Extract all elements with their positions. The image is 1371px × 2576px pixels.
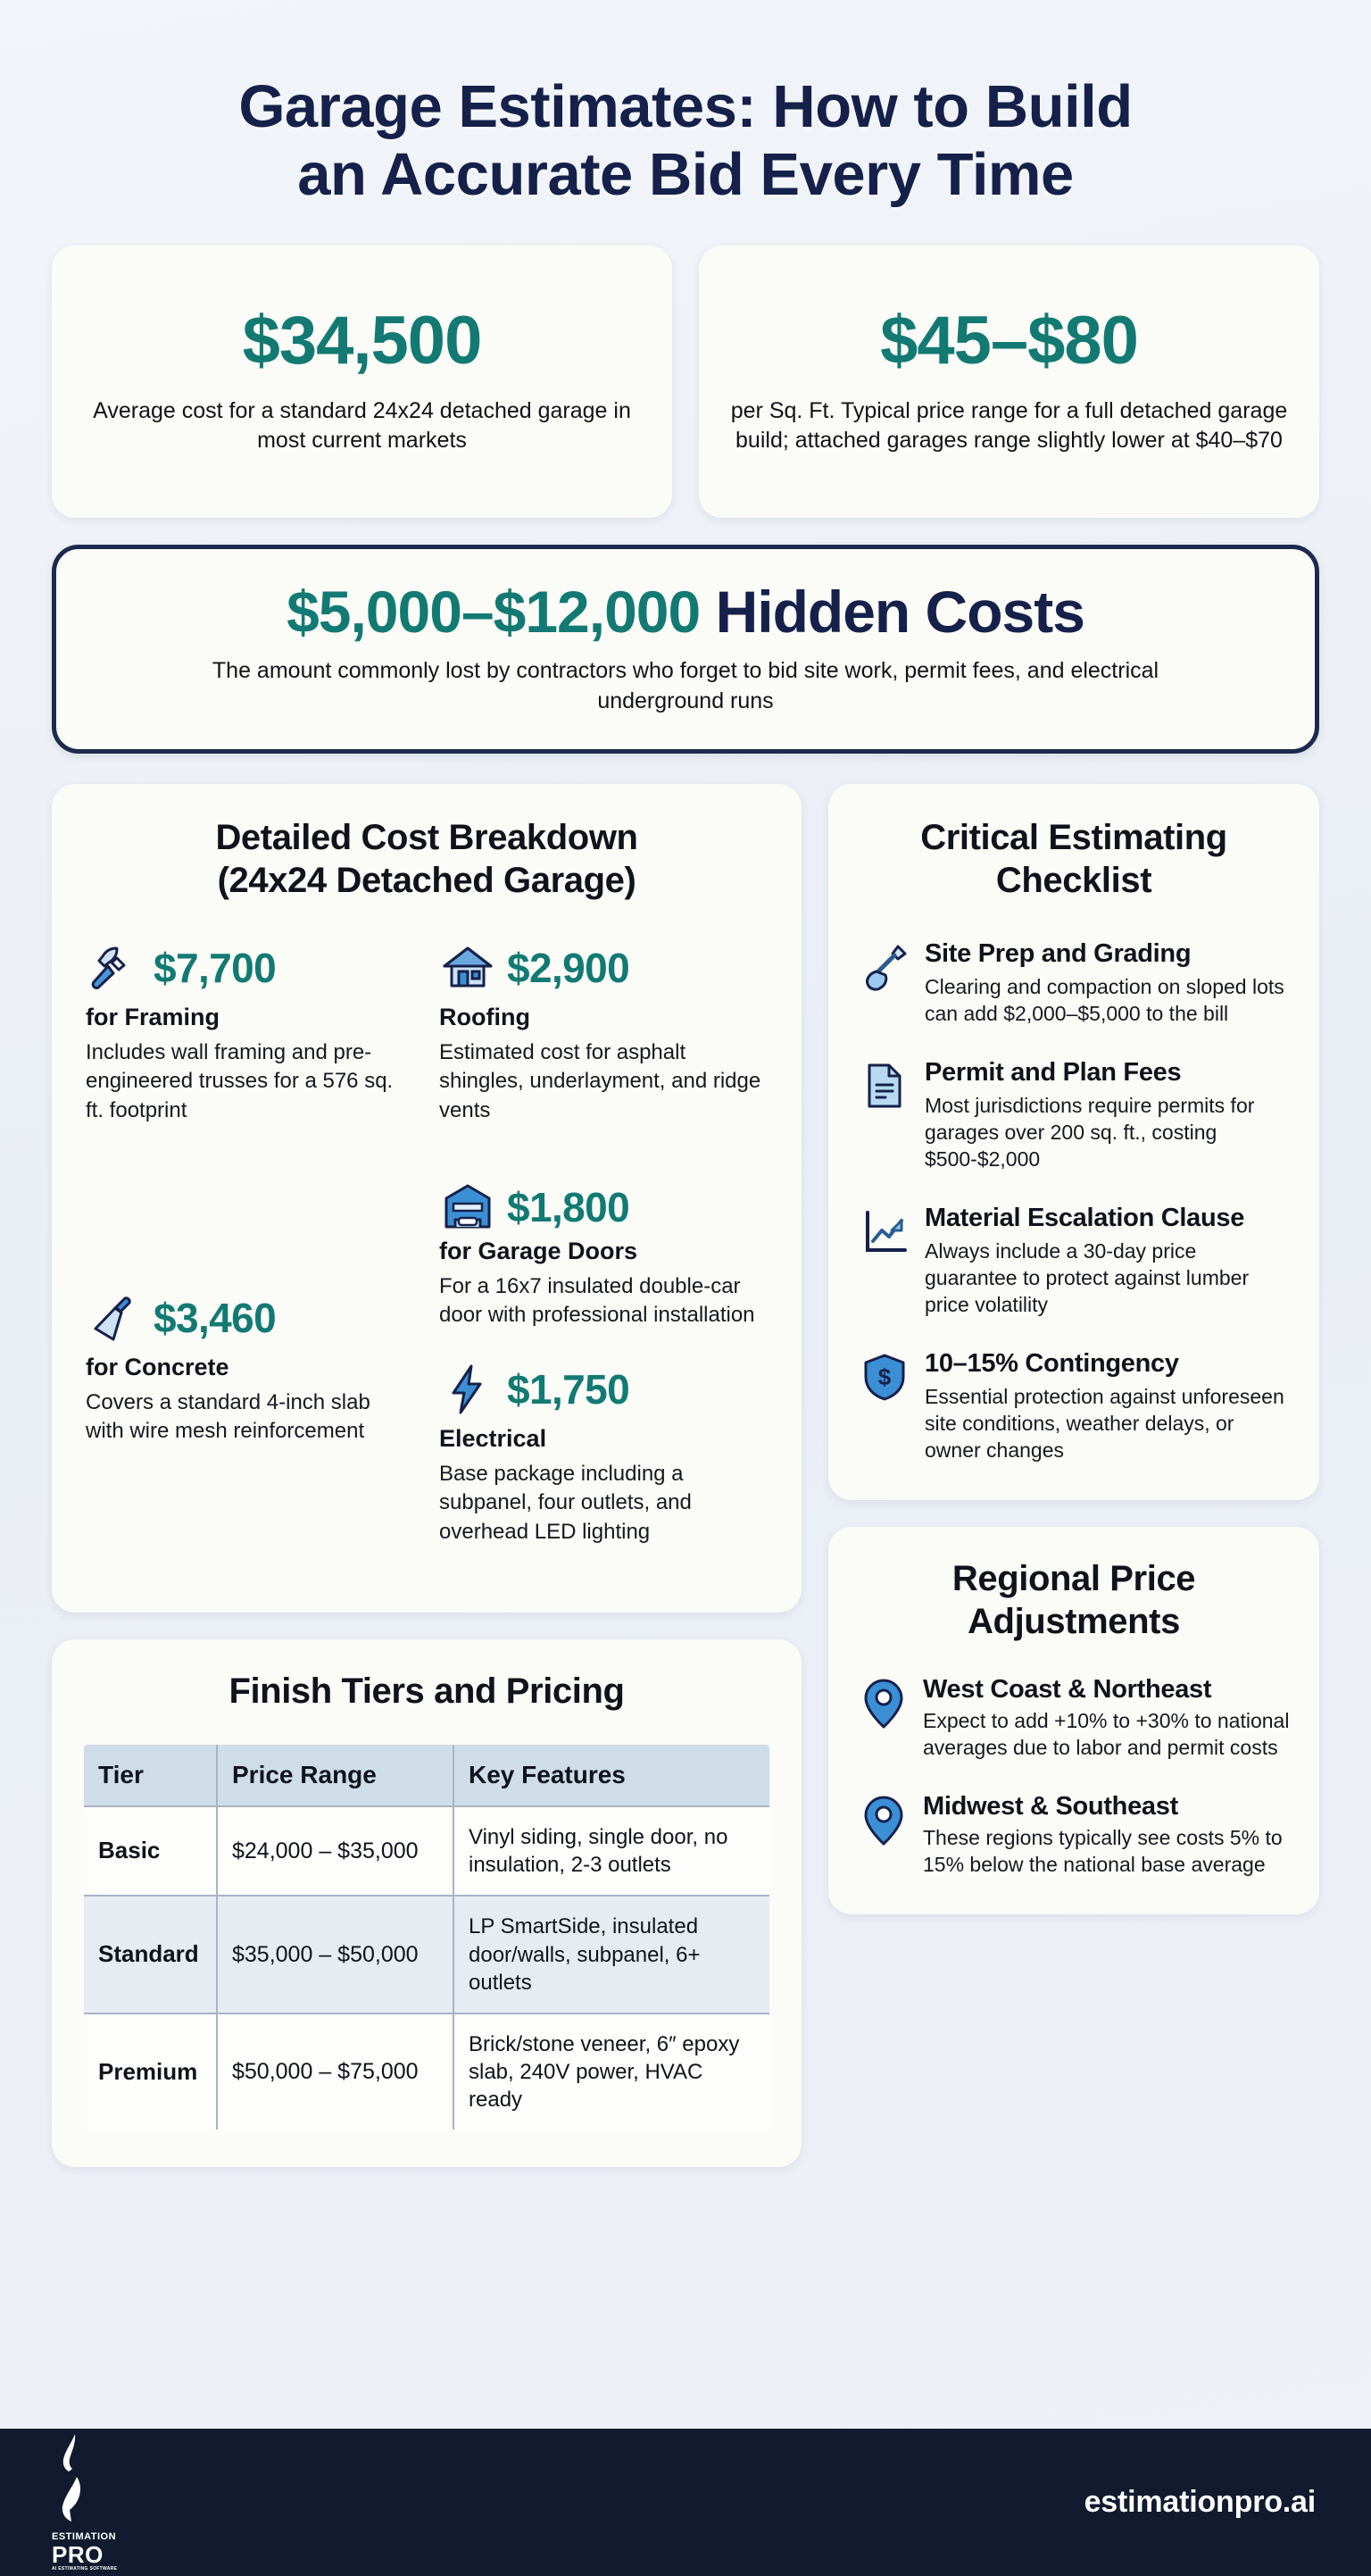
right-column [828,784,1319,1914]
lightning-bolt-icon [439,1361,496,1418]
cost-item-label: Roofing [439,1003,530,1030]
page-title [79,73,1292,210]
checklist-item-title: Material Escalation Clause [925,1203,1245,1232]
cost-item-head [439,1179,768,1236]
cost-breakdown-col-left [86,939,414,1577]
checklist-item-title: Permit and Plan Fees [925,1057,1182,1087]
checklist-item-site-prep [859,939,1289,1028]
stat-description: Average cost for a standard 24x24 detached garage in most current markets [93,397,631,454]
cost-item-description: Estimated cost for asphalt shingles, underlayment, and ridge vents [439,1039,761,1122]
cell-tier: Premium [83,2013,217,2131]
shovel-icon [859,941,910,993]
trowel-icon [86,1289,143,1346]
regional-item-description: Expect to add +10% to +30% to national averages due to labor and permit costs [923,1709,1290,1760]
column-header-price: Price Range [217,1744,453,1806]
cell-price: $35,000 – $50,000 [217,1896,453,2013]
cell-tier: Standard [83,1896,217,2013]
hammer-icon [86,939,143,996]
stat-card-average-cost [52,246,672,518]
cost-item-label: Electrical [439,1424,547,1452]
checklist-item-contingency [859,1349,1289,1464]
cost-item-head [86,939,414,996]
column-header-features: Key Features [453,1744,770,1806]
document-icon [859,1060,910,1112]
stat-description: per Sq. Ft. Typical price range for a full detached garage build; attached garages range slightly lower at $40–$70 [730,397,1288,454]
cost-item-head [439,939,768,996]
footer-bar [0,2429,1371,2576]
cost-item-electrical [439,1361,768,1546]
footer-website-url[interactable]: estimationpro.ai [1084,2485,1316,2519]
cost-breakdown-card [52,784,802,1613]
table-row [83,1896,770,2013]
cell-price: $50,000 – $75,000 [217,2013,453,2131]
cost-item-amount: $1,750 [507,1365,630,1413]
regional-price-card [828,1527,1319,1914]
banner-description: The amount commonly lost by contractors who forget to bid site work, permit fees, and electrical underground runs [212,658,1159,714]
regional-item-midwest-southeast [857,1792,1291,1879]
banner-headline [92,579,1279,645]
cost-item-amount: $3,460 [154,1295,277,1342]
checklist-item-permit-fees [859,1058,1289,1173]
finish-tiers-title: Finish Tiers and Pricing [228,1671,625,1711]
checklist-item-material-escalation [859,1204,1289,1319]
hidden-costs-banner [52,545,1319,754]
regional-title-line2: Adjustments [968,1602,1180,1642]
cost-breakdown-col-right [439,939,768,1577]
checklist-item-description: Clearing and compaction on sloped lots can add $2,000–$5,000 to the bill [925,975,1284,1026]
brand-logo [52,2432,117,2572]
regional-price-title [857,1557,1291,1643]
cost-item-framing [86,939,414,1125]
brand-logo-text [52,2532,117,2572]
checklist-item-description: Always include a 30-day price guarantee to protect against lumber price volatility [925,1239,1250,1317]
checklist-item-text [925,1058,1289,1173]
estimationpro-logo-icon [52,2432,107,2538]
finish-tiers-card [52,1639,802,2168]
banner-amount: $5,000–$12,000 [287,578,701,645]
cost-item-garage-doors [439,1179,768,1330]
map-pin-icon [857,1794,910,1847]
cell-features: Brick/stone veneer, 6″ epoxy slab, 240V power, HVAC ready [453,2013,770,2131]
cost-breakdown-title [86,816,768,902]
cost-item-amount: $2,900 [507,944,630,991]
page-title-line2: an Accurate Bid Every Time [297,141,1074,209]
checklist-item-title: 10–15% Contingency [925,1349,1179,1378]
cell-features: Vinyl siding, single door, no insulation, 2-3 outlets [453,1806,770,1896]
column-header-tier: Tier [83,1744,217,1806]
regional-item-text [923,1792,1291,1879]
cost-breakdown-grid [86,939,768,1577]
brand-word: PRO [52,2541,104,2568]
brand-tagline: AI ESTIMATING SOFTWARE [52,2566,118,2572]
estimating-checklist-card [828,784,1319,1500]
stat-value: $34,500 [242,303,482,379]
stat-card-price-per-sqft [699,246,1319,518]
cost-item-amount: $1,800 [507,1184,630,1231]
checklist-item-text [925,939,1289,1028]
checklist-item-description: Essential protection against unforeseen site conditions, weather delays, or owner changes [925,1385,1284,1463]
cost-breakdown-title-line1: Detailed Cost Breakdown [215,817,638,857]
table-row [83,1806,770,1896]
cost-item-description: For a 16x7 insulated double-car door with professional installation [439,1274,755,1328]
shield-dollar-icon [859,1351,910,1403]
table-header-row [83,1744,770,1806]
house-icon [439,939,496,996]
checklist-item-description: Most jurisdictions require permits for garages over 200 sq. ft., costing $500-$2,000 [925,1094,1255,1171]
cost-item-amount: $7,700 [154,944,277,991]
estimating-checklist-title [859,816,1289,902]
cost-item-head [439,1361,768,1418]
regional-item-description: These regions typically see costs 5% to 15% below the national base average [923,1826,1283,1877]
regional-title-line1: Regional Price [951,1559,1196,1599]
finish-tiers-table [82,1743,771,2132]
brand-name: ESTIMATION [52,2531,117,2543]
layout-spacer [86,1155,414,1289]
checklist-item-text [925,1349,1289,1464]
cost-item-description: Includes wall framing and pre-engineered trusses for a 576 sq. ft. footprint [86,1039,394,1122]
checklist-item-text [925,1204,1289,1319]
cost-item-concrete [86,1289,414,1446]
cost-item-head [86,1289,414,1346]
regional-item-west-northeast [857,1675,1291,1762]
cost-breakdown-title-line2: (24x24 Detached Garage) [217,860,636,900]
cost-item-roofing [439,939,768,1125]
regional-item-text [923,1675,1291,1762]
checklist-item-title: Site Prep and Grading [925,938,1192,968]
cell-price: $24,000 – $35,000 [217,1806,453,1896]
cell-tier: Basic [83,1806,217,1896]
layout-spacer [439,1155,768,1179]
cost-item-label: for Garage Doors [439,1238,638,1265]
chart-trending-up-icon [859,1205,910,1257]
left-column [52,784,802,2168]
stat-card-row [52,246,1319,518]
cost-item-description: Covers a standard 4-inch slab with wire mesh reinforcement [86,1390,370,1444]
regional-item-title: West Coast & Northeast [923,1675,1212,1705]
regional-item-title: Midwest & Southeast [923,1792,1178,1822]
checklist-title-line2: Checklist [995,860,1152,900]
table-row [83,2013,770,2131]
mid-section [52,784,1319,2168]
cost-item-label: for Concrete [86,1354,229,1381]
banner-label: Hidden Costs [715,578,1084,645]
cell-features: LP SmartSide, insulated door/walls, subpanel, 6+ outlets [453,1896,770,2013]
page-title-line1: Garage Estimates: How to Build [238,73,1133,140]
svg-text:$: $ [877,1363,892,1390]
map-pin-icon [857,1677,910,1730]
stat-value: $45–$80 [880,303,1138,379]
cost-item-label: for Framing [86,1003,220,1030]
cost-item-description: Base package including a subpanel, four outlets, and overhead LED lighting [439,1461,692,1544]
garage-door-icon [439,1179,496,1236]
checklist-title-line1: Critical Estimating [920,817,1227,857]
